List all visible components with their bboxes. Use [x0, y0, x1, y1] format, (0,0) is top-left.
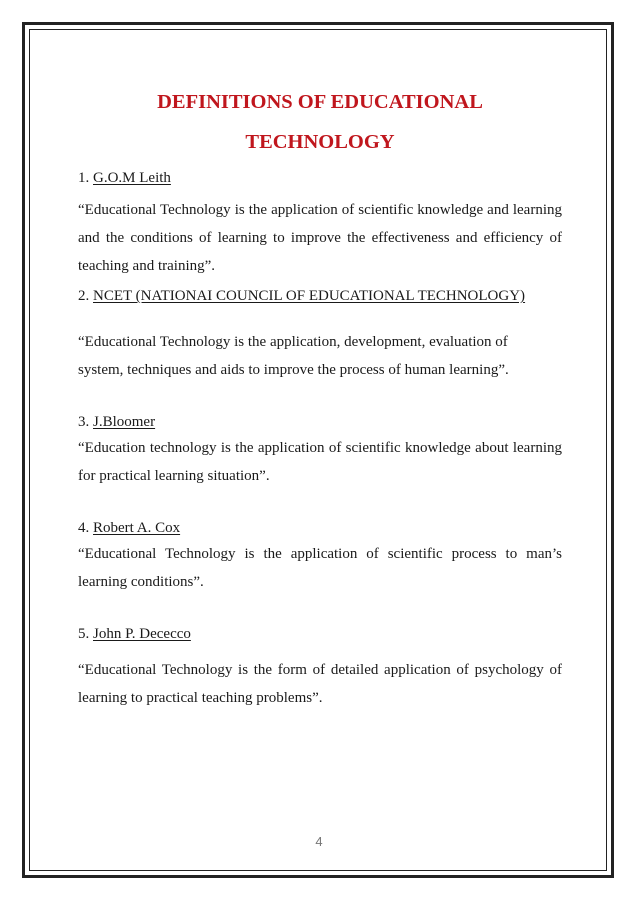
definition-heading-5	[78, 624, 562, 644]
definition-number: 2.	[78, 288, 90, 304]
page-content	[78, 82, 562, 712]
definition-heading-4	[78, 518, 562, 538]
definition-quote-5: “Educational Technology is the form of detailed application of psychology of learning to practical teaching problems”.	[78, 662, 562, 706]
definition-heading-2	[78, 286, 562, 306]
author-name: NCET (NATIONAI COUNCIL OF EDUCATIONAL TECHNOLOGY)	[93, 288, 526, 304]
title-line-2: TECHNOLOGY	[245, 131, 395, 153]
author-name: G.O.M Leith	[93, 170, 171, 186]
definition-heading-1	[78, 168, 562, 188]
author-name: J.Bloomer	[93, 414, 156, 430]
page-number: 4	[315, 834, 323, 849]
title-line-1: DEFINITIONS OF EDUCATIONAL	[157, 91, 483, 113]
quote-line: system, techniques and aids to improve the process of human learning”.	[78, 362, 509, 378]
definition-number: 4.	[78, 520, 90, 536]
definition-number: 3.	[78, 414, 90, 430]
author-name: Robert A. Cox	[93, 520, 181, 536]
definition-quote-4: “Educational Technology is the application of scientific process to man’s learning conditions”.	[78, 546, 562, 590]
definition-quote-2	[78, 328, 562, 384]
definition-quote-3: “Education technology is the application of scientific knowledge about learning for practical learning situation”.	[78, 440, 562, 484]
author-name: John P. Dececco	[93, 626, 191, 642]
quote-line: “Educational Technology is the application, development, evaluation of	[78, 334, 508, 350]
definition-quote-1: “Educational Technology is the application of scientific knowledge and learning and the conditions of learning to improve the effectiveness and efficiency of teaching and training”.	[78, 202, 562, 274]
definition-number: 1.	[78, 170, 90, 186]
page-title	[78, 82, 562, 162]
definition-number: 5.	[78, 626, 90, 642]
definition-heading-3	[78, 412, 562, 432]
